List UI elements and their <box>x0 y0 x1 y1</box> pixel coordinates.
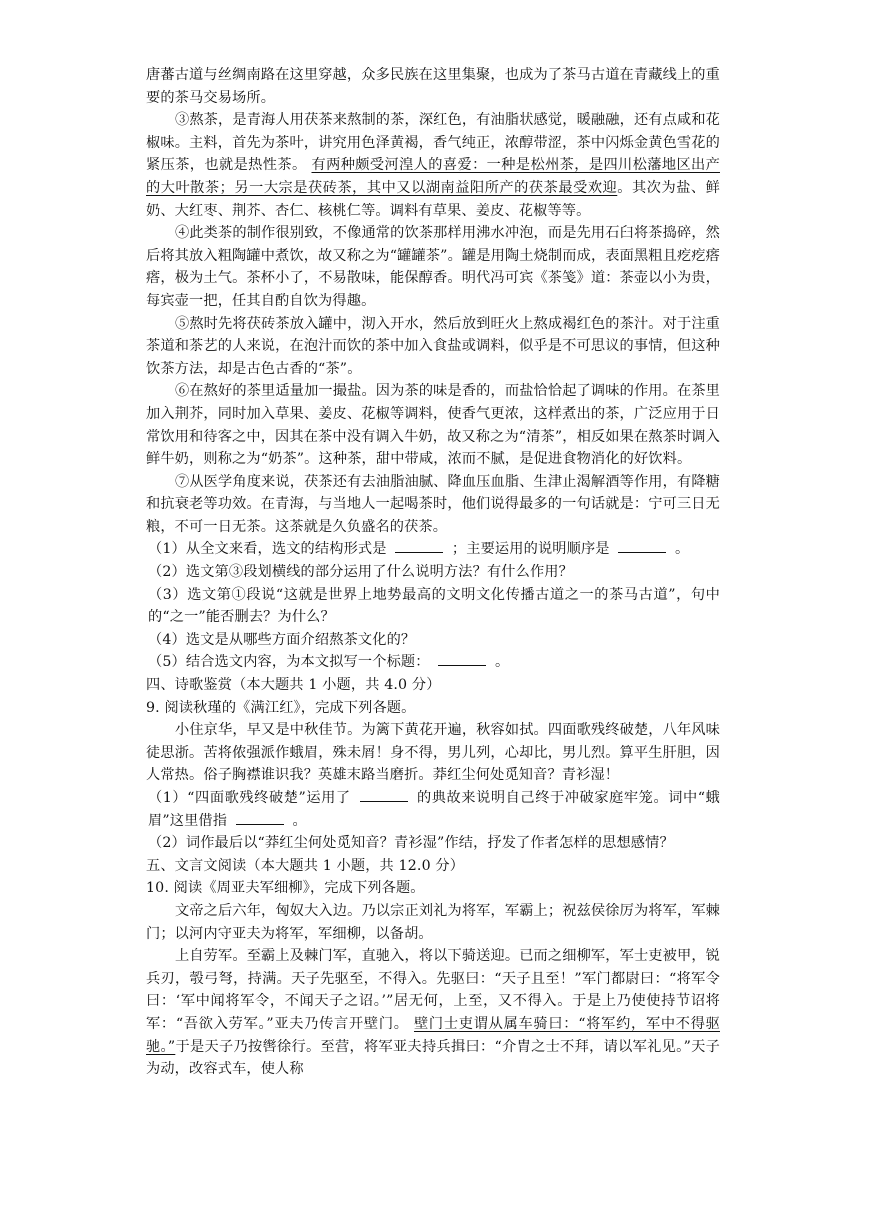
question-9-prompt: 9. 阅读秋瑾的《满江红》，完成下列各题。 <box>146 699 416 716</box>
paragraph-3-text-a: ③熬茶，是青海人用茯茶来熬制的茶，深红色，有油脂状感觉，暖融融，还有点咸和花椒味。主料，首先为茶叶，讲究用色泽黄褐，香气纯正，浓醇带涩，茶中闪烁金黄色雪花的紧压茶，也就是热性茶。 <box>146 112 720 174</box>
paragraph-5: ⑤熬时先将茯砖茶放入罐中，沏入开水，然后放到旺火上熬成褐红色的茶汁。对于注重茶道和茶艺的人来说，在泡汁而饮的茶中加入食盐或调料，似乎是不可思议的事情，但这种饮茶方法，却是古色古香的“茶”。 <box>146 315 720 377</box>
answer-blank[interactable] <box>618 538 666 553</box>
question-1-text-a: （1）从全文来看，选文的结构形式是 <box>148 541 387 558</box>
paragraph-3-underlined: 有两种颇受河湟人的喜爱：一种是松州茶，是四川松藩地区出产的大叶散茶；另一大宗是茯砖茶，其中又以湖南益阳所产的茯茶最受欢迎 <box>146 157 720 196</box>
question-1-text-b: ；主要运用的说明顺序是 <box>451 541 610 558</box>
paragraph-6: ⑥在熬好的茶里适量加一撮盐。因为茶的味是香的，而盐恰恰起了调味的作用。在茶里加入荆芥，同时加入草果、姜皮、花椒等调料，使香气更浓，这样煮出的茶，广泛应用于日常饮用和待客之中，因其在茶中没有调入牛奶，故又称之为“清茶”，相反如果在熬茶时调入鲜牛奶，则称之为“奶茶”。这种茶，甜中带咸，浓而不腻，是促进食物消化的好饮料。 <box>146 383 720 468</box>
question-2: （2）选文第③段划横线的部分运用了什么说明方法？有什么作用？ <box>148 564 573 581</box>
answer-blank[interactable] <box>438 651 486 666</box>
answer-blank[interactable] <box>395 538 443 553</box>
question-1 <box>146 538 720 561</box>
question-5-text-a: （5）结合选文内容，为本文拟写一个标题： <box>148 654 430 671</box>
question-3: （3）选文第①段说“这就是世界上地势最高的文明文化传播古道之一的茶马古道”，句中的“之一”能否删去？为什么？ <box>148 586 720 626</box>
question-9-1 <box>146 787 720 832</box>
question-9-1-text-c: 。 <box>292 812 307 829</box>
classical-paragraph-2-text-a: 上自劳军。至霸上及棘门军，直驰入，将以下骑送迎。已而之细柳军，军士吏被甲，锐兵刃，彀弓弩，持满。天子先驱至，不得入。先驱曰：“天子且至！”军门都尉曰：“将军令曰：‘军中闻将军令，不闻天子之诏。’”居无何，上至，又不得入。于是上乃使使持节诏将军：“吾欲入劳军。”亚夫乃传言开壁门。 <box>146 948 720 1032</box>
classical-paragraph-2-text-b: 于是天子乃按辔徐行。至营，将军亚夫持兵揖曰：“介胄之士不拜，请以军礼见。”天子为动，改容式车，使人称 <box>146 1038 720 1078</box>
classical-paragraph-2-underlined: 壁门士吏谓从属车骑曰：“将军约，军中不得驱驰。” <box>146 1015 720 1055</box>
question-9-1-text-a: （1）“四面歌残终破楚”运用了 <box>148 790 351 806</box>
answer-blank[interactable] <box>360 787 408 802</box>
section-4-heading: 四、诗歌鉴赏（本大题共 1 小题，共 4.0 分） <box>146 677 441 694</box>
question-5-text-b: 。 <box>494 654 510 671</box>
paragraph-3 <box>146 109 720 222</box>
question-1-text-c: 。 <box>674 541 690 558</box>
question-9-1-text-b: 的典故来说明自己终于冲破家庭牢笼。词中“蛾眉”这里借指 <box>148 790 720 829</box>
classical-paragraph-1: 文帝之后六年，匈奴大入边。乃以宗正刘礼为将军，军霸上；祝兹侯徐厉为将军，军棘门；以河内守亚夫为将军，军细柳，以备胡。 <box>146 902 720 942</box>
paragraph-7: ⑦从医学角度来说，茯茶还有去油脂油腻、降血压血脂、生津止渴解酒等作用，有降糖和抗衰老等功效。在青海，与当地人一起喝茶时，他们说得最多的一句话就是：宁可三日无粮，不可一日无茶。这茶就是久负盛名的茯茶。 <box>146 473 720 535</box>
paragraph-1-tail: 唐蕃古道与丝绸南路在这里穿越，众多民族在这里集聚，也成为了茶马古道在青藏线上的重要的茶马交易场所。 <box>146 67 720 106</box>
question-4: （4）选文是从哪些方面介绍熬茶文化的？ <box>148 631 416 648</box>
section-5-heading: 五、文言文阅读（本大题共 1 小题，共 12.0 分） <box>146 857 465 874</box>
poem-text: 小住京华，早又是中秋佳节。为篱下黄花开遍，秋容如拭。四面歌残终破楚，八年风味徒思浙。苦将侬强派作蛾眉，殊未屑！身不得，男儿列，心却比，男儿烈。算平生肝胆，因人常热。俗子胸襟谁识我？英雄末路当磨折。莽红尘何处觅知音？青衫湿！ <box>146 722 720 784</box>
page-content <box>146 64 720 1081</box>
question-10-prompt: 10. 阅读《周亚夫军细柳》，完成下列各题。 <box>146 880 425 897</box>
question-9-2: （2）词作最后以“莽红尘何处觅知音？青衫湿”作结，抒发了作者怎样的思想感情？ <box>148 835 674 852</box>
answer-blank[interactable] <box>236 810 284 825</box>
paragraph-3-text-b: 。其次为盐、鲜奶、大红枣、荆芥、杏仁、核桃仁等。调料有草果、姜皮、花椒等等。 <box>146 179 720 219</box>
paragraph-4: ④此类茶的制作很别致，不像通常的饮茶那样用沸水冲泡，而是先用石臼将茶捣碎，然后将其放入粗陶罐中煮饮，故又称之为“罐罐茶”。罐是用陶土烧制而成，表面黑粗且疙疙瘩瘩，极为土气。茶杯小了，不易散味，能保醇香。明代冯可宾《茶笺》道：茶壶以小为贵，每宾壶一把，任其自酌自饮为得趣。 <box>146 225 720 309</box>
classical-paragraph-2 <box>146 945 720 1081</box>
question-5 <box>146 651 720 674</box>
